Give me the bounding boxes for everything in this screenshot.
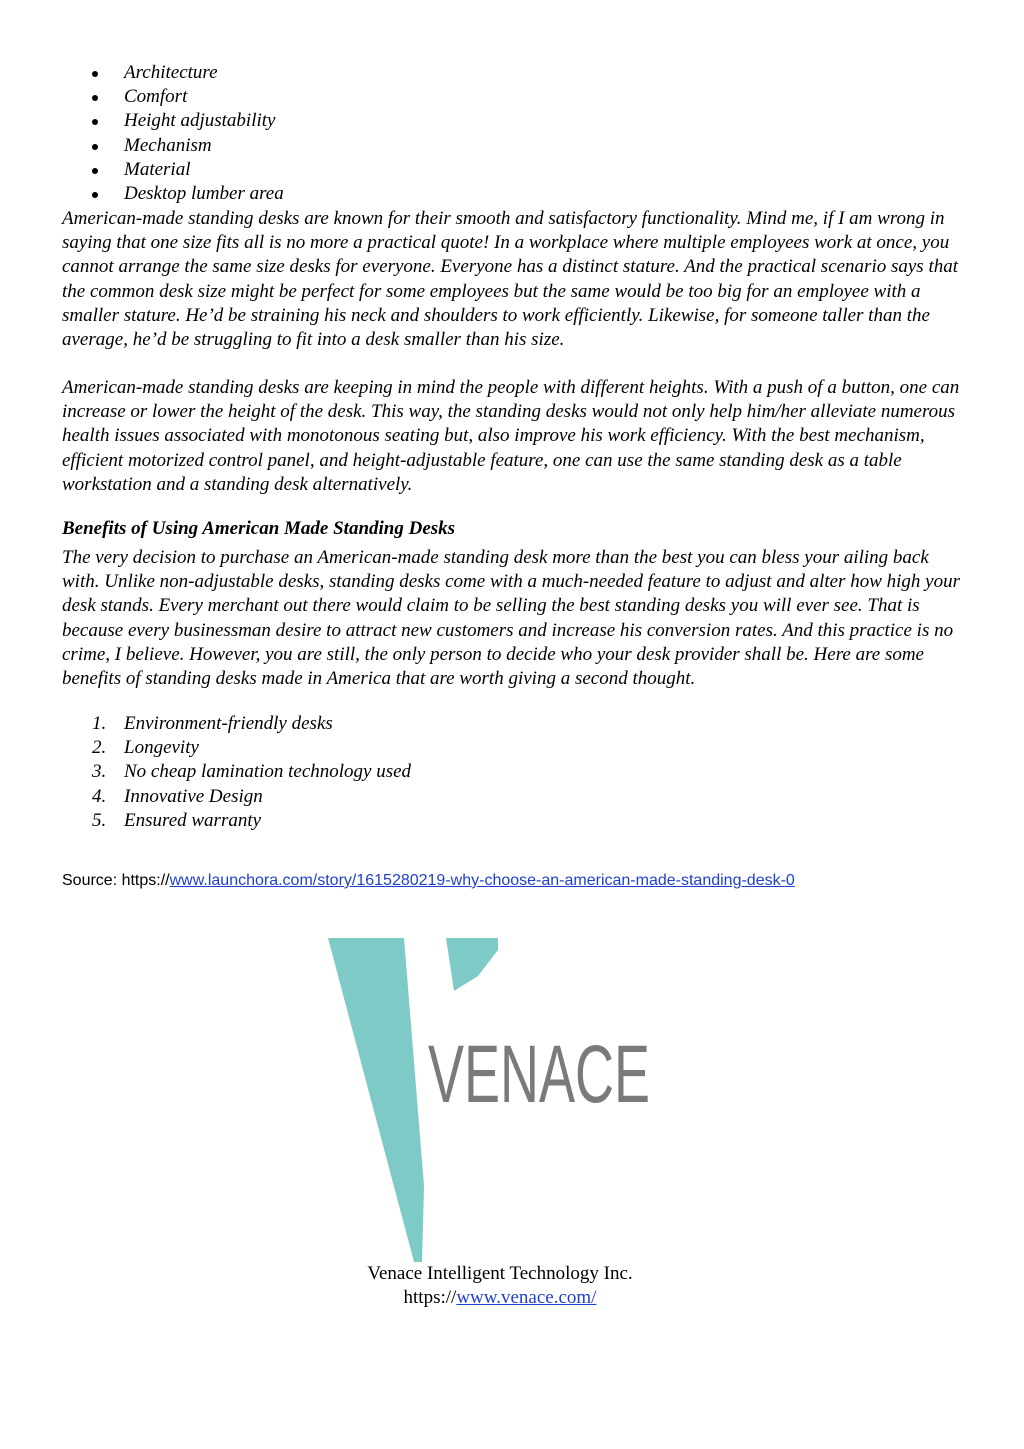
list-item <box>62 85 284 109</box>
paragraph-heights: American-made standing desks are keeping in mind the people with different heights. With a push of a button, one can increase or lower the height of the desk. This way, the standing desks would not only help him/her alleviate numerous health issues associated with monotonous seating but, also improve his work efficiency. With the best mechanism, efficient motorized control panel, and height-adjustable feature, one can use the same standing desk as a table workstation and a standing desk alternatively. <box>62 377 960 495</box>
list-number: 4. <box>92 785 107 807</box>
bullet-icon <box>92 168 98 174</box>
list-item-text: Height adjustability <box>124 110 276 132</box>
features-list <box>62 61 284 206</box>
list-number: 3. <box>92 761 107 783</box>
bullet-icon <box>92 119 98 125</box>
list-item-text: No cheap lamination technology used <box>124 761 412 783</box>
list-item-text: Mechanism <box>124 134 212 156</box>
list-item <box>62 736 411 760</box>
list-item <box>62 760 411 784</box>
list-item <box>62 712 411 736</box>
logo-v-left-stroke <box>328 938 424 1262</box>
company-url-link[interactable]: www.venace.com/ <box>456 1287 597 1308</box>
bullet-icon <box>92 144 98 150</box>
logo-wordmark: VENACE <box>428 1029 650 1120</box>
list-item-text: Desktop lumber area <box>124 183 284 205</box>
list-number: 2. <box>92 737 107 759</box>
source-line <box>62 872 795 890</box>
logo-v-right-stroke <box>446 938 498 991</box>
list-item-text: Longevity <box>124 737 199 759</box>
list-item-text: Ensured warranty <box>124 809 262 831</box>
list-number: 1. <box>92 713 107 734</box>
paragraph-functionality: American-made standing desks are known for their smooth and satisfactory functionality. Mind me, if I am wrong in saying that one size fits all is no more a practical quote! In a workplace where multiple employees work at once, you cannot arrange the same size desks for everyone. Everyone has a distinct stature. And the practical scenario says that the common desk size might be perfect for some employees but the same would be too big for an employee with a smaller stature. He’d be straining his neck and shoulders to work efficiently. Likewise, for someone taller than the average, he’d be struggling to fit into a desk smaller than his size. <box>62 208 959 351</box>
bullet-icon <box>92 71 98 77</box>
section-heading: Benefits of Using American Made Standing Desks <box>62 518 456 539</box>
list-number: 5. <box>92 809 107 831</box>
bullet-icon <box>92 192 98 198</box>
company-url-prefix: https:// <box>403 1287 457 1308</box>
source-link[interactable]: www.launchora.com/story/1615280219-why-choose-an-american-made-standing-desk-0 <box>169 872 795 889</box>
source-prefix: Source: https:// <box>62 872 170 889</box>
list-item <box>62 134 284 158</box>
paragraph-benefits: The very decision to purchase an American-made standing desk more than the best you can bless your ailing back with. Unlike non-adjustable desks, standing desks come with a much-needed feature to adjust and alter how high your desk stands. Every merchant out there would claim to be selling the best standing desks you will ever see. That is because every businessman desire to attract new customers and increase his conversion rates. And this practice is no crime, I believe. However, you are still, the only person to decide who your desk provider shall be. Here are some benefits of standing desks made in America that are worth giving a second thought. <box>62 547 960 690</box>
list-item <box>62 158 284 182</box>
list-item <box>62 809 411 833</box>
benefits-list <box>62 712 411 833</box>
list-item <box>62 182 284 206</box>
bullet-icon <box>92 95 98 101</box>
company-url <box>0 1287 1000 1309</box>
list-item-text: Environment-friendly desks <box>124 713 333 734</box>
company-name: Venace Intelligent Technology Inc. <box>367 1263 633 1284</box>
list-item-text: Material <box>124 158 191 180</box>
venace-logo <box>326 936 656 1266</box>
list-item-text: Innovative Design <box>124 785 263 807</box>
list-item <box>62 785 411 809</box>
list-item <box>62 61 284 85</box>
list-item-text: Architecture <box>124 62 218 83</box>
list-item-text: Comfort <box>124 86 188 108</box>
list-item <box>62 109 284 133</box>
